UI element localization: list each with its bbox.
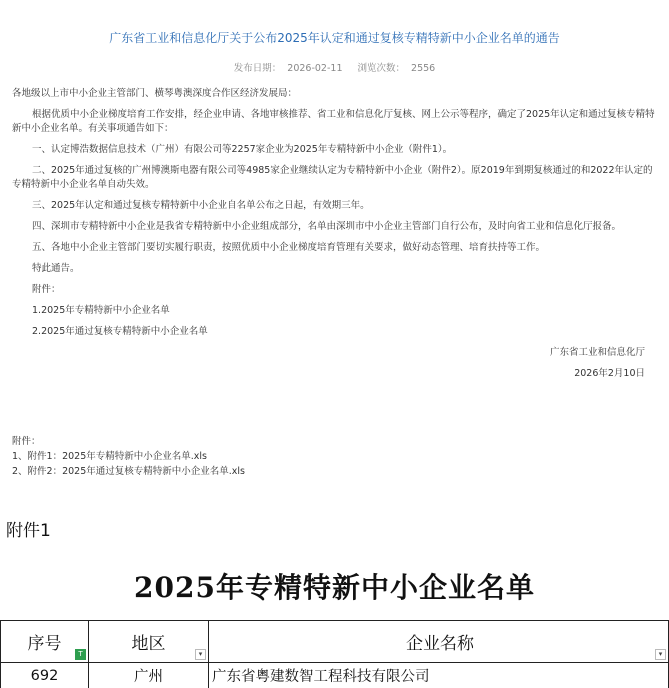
closing-text: 特此通告。 (32, 263, 80, 274)
table-header-row (1, 621, 669, 663)
item-three: 三、2025年认定和通过复核专精特新中小企业自名单公布之日起，有效期三年。 (32, 200, 370, 211)
signer: 广东省工业和信息化厅 (549, 347, 645, 358)
appendix-label: 附件1 (6, 521, 51, 541)
cell-region[interactable]: 广州 (89, 663, 209, 688)
column-header-company: 企业名称 ▾ (209, 621, 669, 663)
cell-number[interactable]: 692 (1, 663, 89, 688)
item-two: 二、2025年通过复核的广州博澳斯电器有限公司等4985家企业继续认定为专精特新中小企业（附件2）。原2019年到期复核通过的和2022年认定的专精特新中小企业名单自动失效。 (12, 165, 653, 190)
notice-title: 广东省工业和信息化厅关于公布2025年认定和通过复核专精特新中小企业名单的通告 (109, 31, 560, 45)
sign-date: 2026年2月10日 (574, 368, 645, 379)
attachment-ref-2: 2.2025年通过复核专精特新中小企业名单 (32, 326, 208, 337)
attachments-list (12, 434, 245, 479)
notice-body (12, 87, 657, 388)
attachments-heading: 附件： (12, 436, 41, 447)
attachment-link-1[interactable]: 1、附件1：2025年专精特新中小企业名单.xls (12, 451, 207, 462)
salutation: 各地级以上市中小企业主管部门、横琴粤澳深度合作区经济发展局： (12, 88, 298, 99)
attachment-ref-1: 1.2025年专精特新中小企业名单 (32, 305, 170, 316)
column-header-region: 地区 ▾ (89, 621, 209, 663)
publish-date-label: 发布日期： 2026-02-11 (233, 63, 343, 74)
list-title: 2025年专精特新中小企业名单 (134, 571, 535, 604)
filter-dropdown-icon[interactable]: ▾ (655, 649, 666, 660)
item-four: 四、深圳市专精特新中小企业是我省专精特新中小企业组成部分，名单由深圳市中小企业主管部门自行公布，及时向省工业和信息化厅报备。 (32, 221, 622, 232)
notice-meta (0, 60, 669, 74)
attachments-intro: 附件： (32, 284, 61, 295)
item-five: 五、各地中小企业主管部门要切实履行职责，按照优质中小企业梯度培育管理有关要求，做好动态管理、培育扶持等工作。 (32, 242, 546, 253)
filter-dropdown-icon[interactable]: ▾ (195, 649, 206, 660)
filter-active-icon[interactable]: T (75, 649, 86, 660)
intro-paragraph: 根据优质中小企业梯度培育工作安排，经企业申请、各地审核推荐、省工业和信息化厅复核、网上公示等程序，确定了2025年认定和通过复核专精特新中小企业名单。有关事项通告如下： (12, 109, 655, 134)
column-header-number: 序号 T (1, 621, 89, 663)
view-count: 浏览次数： 2556 (357, 63, 436, 74)
table-row (1, 663, 669, 688)
attachment-link-2[interactable]: 2、附件2：2025年通过复核专精特新中小企业名单.xls (12, 466, 245, 477)
company-table (0, 620, 669, 688)
cell-company[interactable]: 广东省粤建数智工程科技有限公司 (209, 663, 669, 688)
item-one: 一、认定博浩数据信息技术（广州）有限公司等2257家企业为2025年专精特新中小企业（附件1）。 (32, 144, 453, 155)
